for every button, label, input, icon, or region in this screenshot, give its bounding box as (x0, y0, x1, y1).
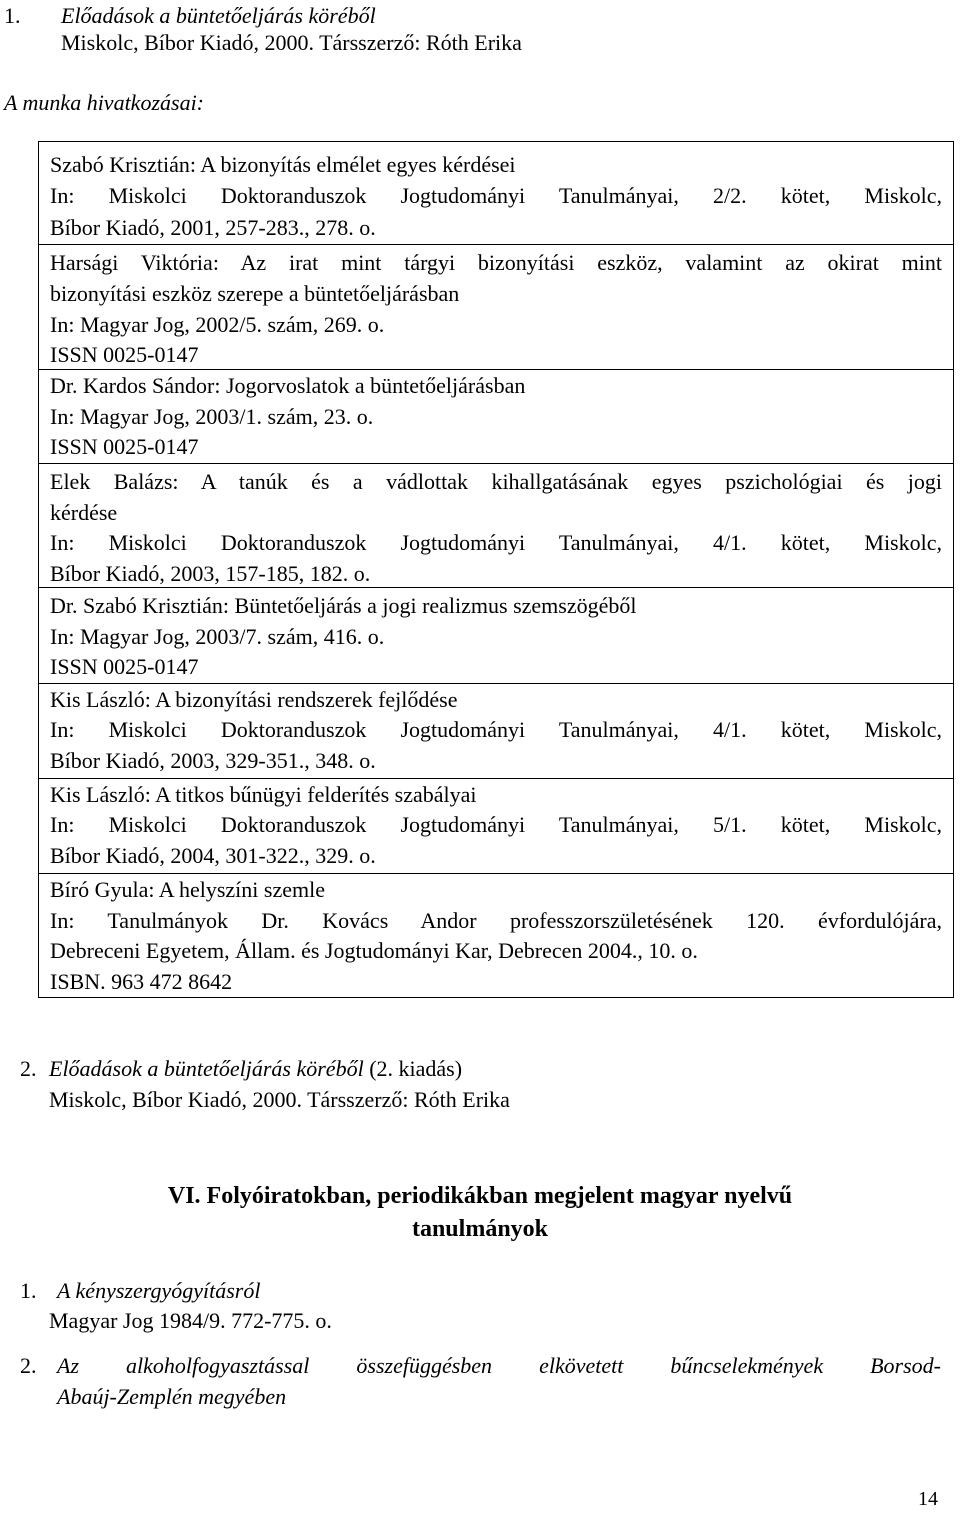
citation-line: Bíbor Kiadó, 2001, 257-283., 278. o. (50, 215, 376, 240)
citation-line: Bíró Gyula: A helyszíni szemle (50, 877, 325, 902)
article-publication: Magyar Jog 1984/9. 772-775. o. (49, 1308, 332, 1333)
citation-line: Kis László: A bizonyítási rendszerek fejlődése (50, 687, 458, 712)
citation-line: In: Miskolci Doktoranduszok Jogtudományi Tanulmányai, 5/1. kötet, Miskolc, (50, 812, 942, 837)
citation-box (38, 369, 954, 464)
citation-box (38, 463, 954, 588)
citation-line: ISSN 0025-0147 (50, 434, 199, 459)
citation-line: Bíbor Kiadó, 2004, 301-322., 329. o. (50, 843, 376, 868)
article-title-continued: Abaúj-Zemplén megyében (57, 1384, 287, 1409)
citation-line: In: Miskolci Doktoranduszok Jogtudományi Tanulmányai, 4/1. kötet, Miskolc, (50, 717, 942, 742)
article-title: A kényszergyógyításról (57, 1278, 261, 1303)
citation-line: ISBN. 963 472 8642 (50, 969, 233, 994)
citation-line: In: Tanulmányok Dr. Kovács Andor professzorszületésének 120. évfordulójára, (50, 908, 942, 933)
section-heading-continued: tanulmányok (411, 1216, 549, 1242)
citation-line: Elek Balázs: A tanúk és a vádlottak kihallgatásának egyes pszichológiai és jogi (50, 469, 942, 494)
citation-line: Kis László: A titkos bűnügyi felderítés szabályai (50, 782, 477, 807)
list-number: 2. (20, 1056, 37, 1081)
citation-line: In: Miskolci Doktoranduszok Jogtudományi Tanulmányai, 2/2. kötet, Miskolc, (50, 183, 942, 208)
citation-box (38, 873, 954, 998)
citation-line: Dr. Kardos Sándor: Jogorvoslatok a büntetőeljárásban (50, 373, 526, 398)
citation-line: Harsági Viktória: Az irat mint tárgyi bizonyítási eszköz, valamint az okirat mint (50, 250, 942, 275)
list-number: 1. (4, 3, 21, 28)
list-number: 2. (20, 1353, 37, 1378)
list-number: 1. (20, 1278, 37, 1303)
citation-box (38, 587, 954, 684)
edition-note: (2. kiadás) (363, 1056, 463, 1081)
work-title: Előadások a büntetőeljárás köréből (61, 3, 376, 28)
citation-box (38, 141, 954, 245)
article-title: Az alkoholfogyasztással összefüggésben elkövetett bűncselekmények Borsod- (57, 1353, 941, 1378)
citation-line: Bíbor Kiadó, 2003, 157-185, 182. o. (50, 561, 371, 586)
work-title-line (49, 1055, 462, 1083)
citation-line: ISSN 0025-0147 (50, 654, 199, 679)
citation-line: bizonyítási eszköz szerepe a büntetőeljárásban (50, 281, 460, 306)
citation-box (38, 683, 954, 779)
citation-line: ISSN 0025-0147 (50, 342, 199, 367)
citation-line: In: Magyar Jog, 2003/7. szám, 416. o. (50, 624, 385, 649)
work-title: Előadások a büntetőeljárás köréből (49, 1056, 364, 1081)
citation-line: Bíbor Kiadó, 2003, 329-351., 348. o. (50, 748, 376, 773)
citation-line: In: Magyar Jog, 2003/1. szám, 23. o. (50, 404, 374, 429)
citation-box (38, 778, 954, 874)
section-heading: VI. Folyóiratokban, periodikákban megjelent magyar nyelvű (167, 1183, 793, 1209)
work-publication: Miskolc, Bíbor Kiadó, 2000. Társszerző: Róth Erika (61, 30, 522, 55)
citation-line: In: Magyar Jog, 2002/5. szám, 269. o. (50, 312, 385, 337)
page-number: 14 (918, 1488, 938, 1510)
citation-line: kérdése (50, 500, 118, 525)
citation-line: Debreceni Egyetem, Állam. és Jogtudományi Kar, Debrecen 2004., 10. o. (50, 938, 698, 963)
citation-box (38, 244, 954, 370)
citation-line: In: Miskolci Doktoranduszok Jogtudományi Tanulmányai, 4/1. kötet, Miskolc, (50, 530, 942, 555)
work-publication: Miskolc, Bíbor Kiadó, 2000. Társszerző: Róth Erika (49, 1087, 510, 1112)
citation-line: Dr. Szabó Krisztián: Büntetőeljárás a jogi realizmus szemszögéből (50, 593, 637, 618)
citation-line: Szabó Krisztián: A bizonyítás elmélet egyes kérdései (50, 152, 516, 177)
references-label: A munka hivatkozásai: (4, 90, 205, 115)
